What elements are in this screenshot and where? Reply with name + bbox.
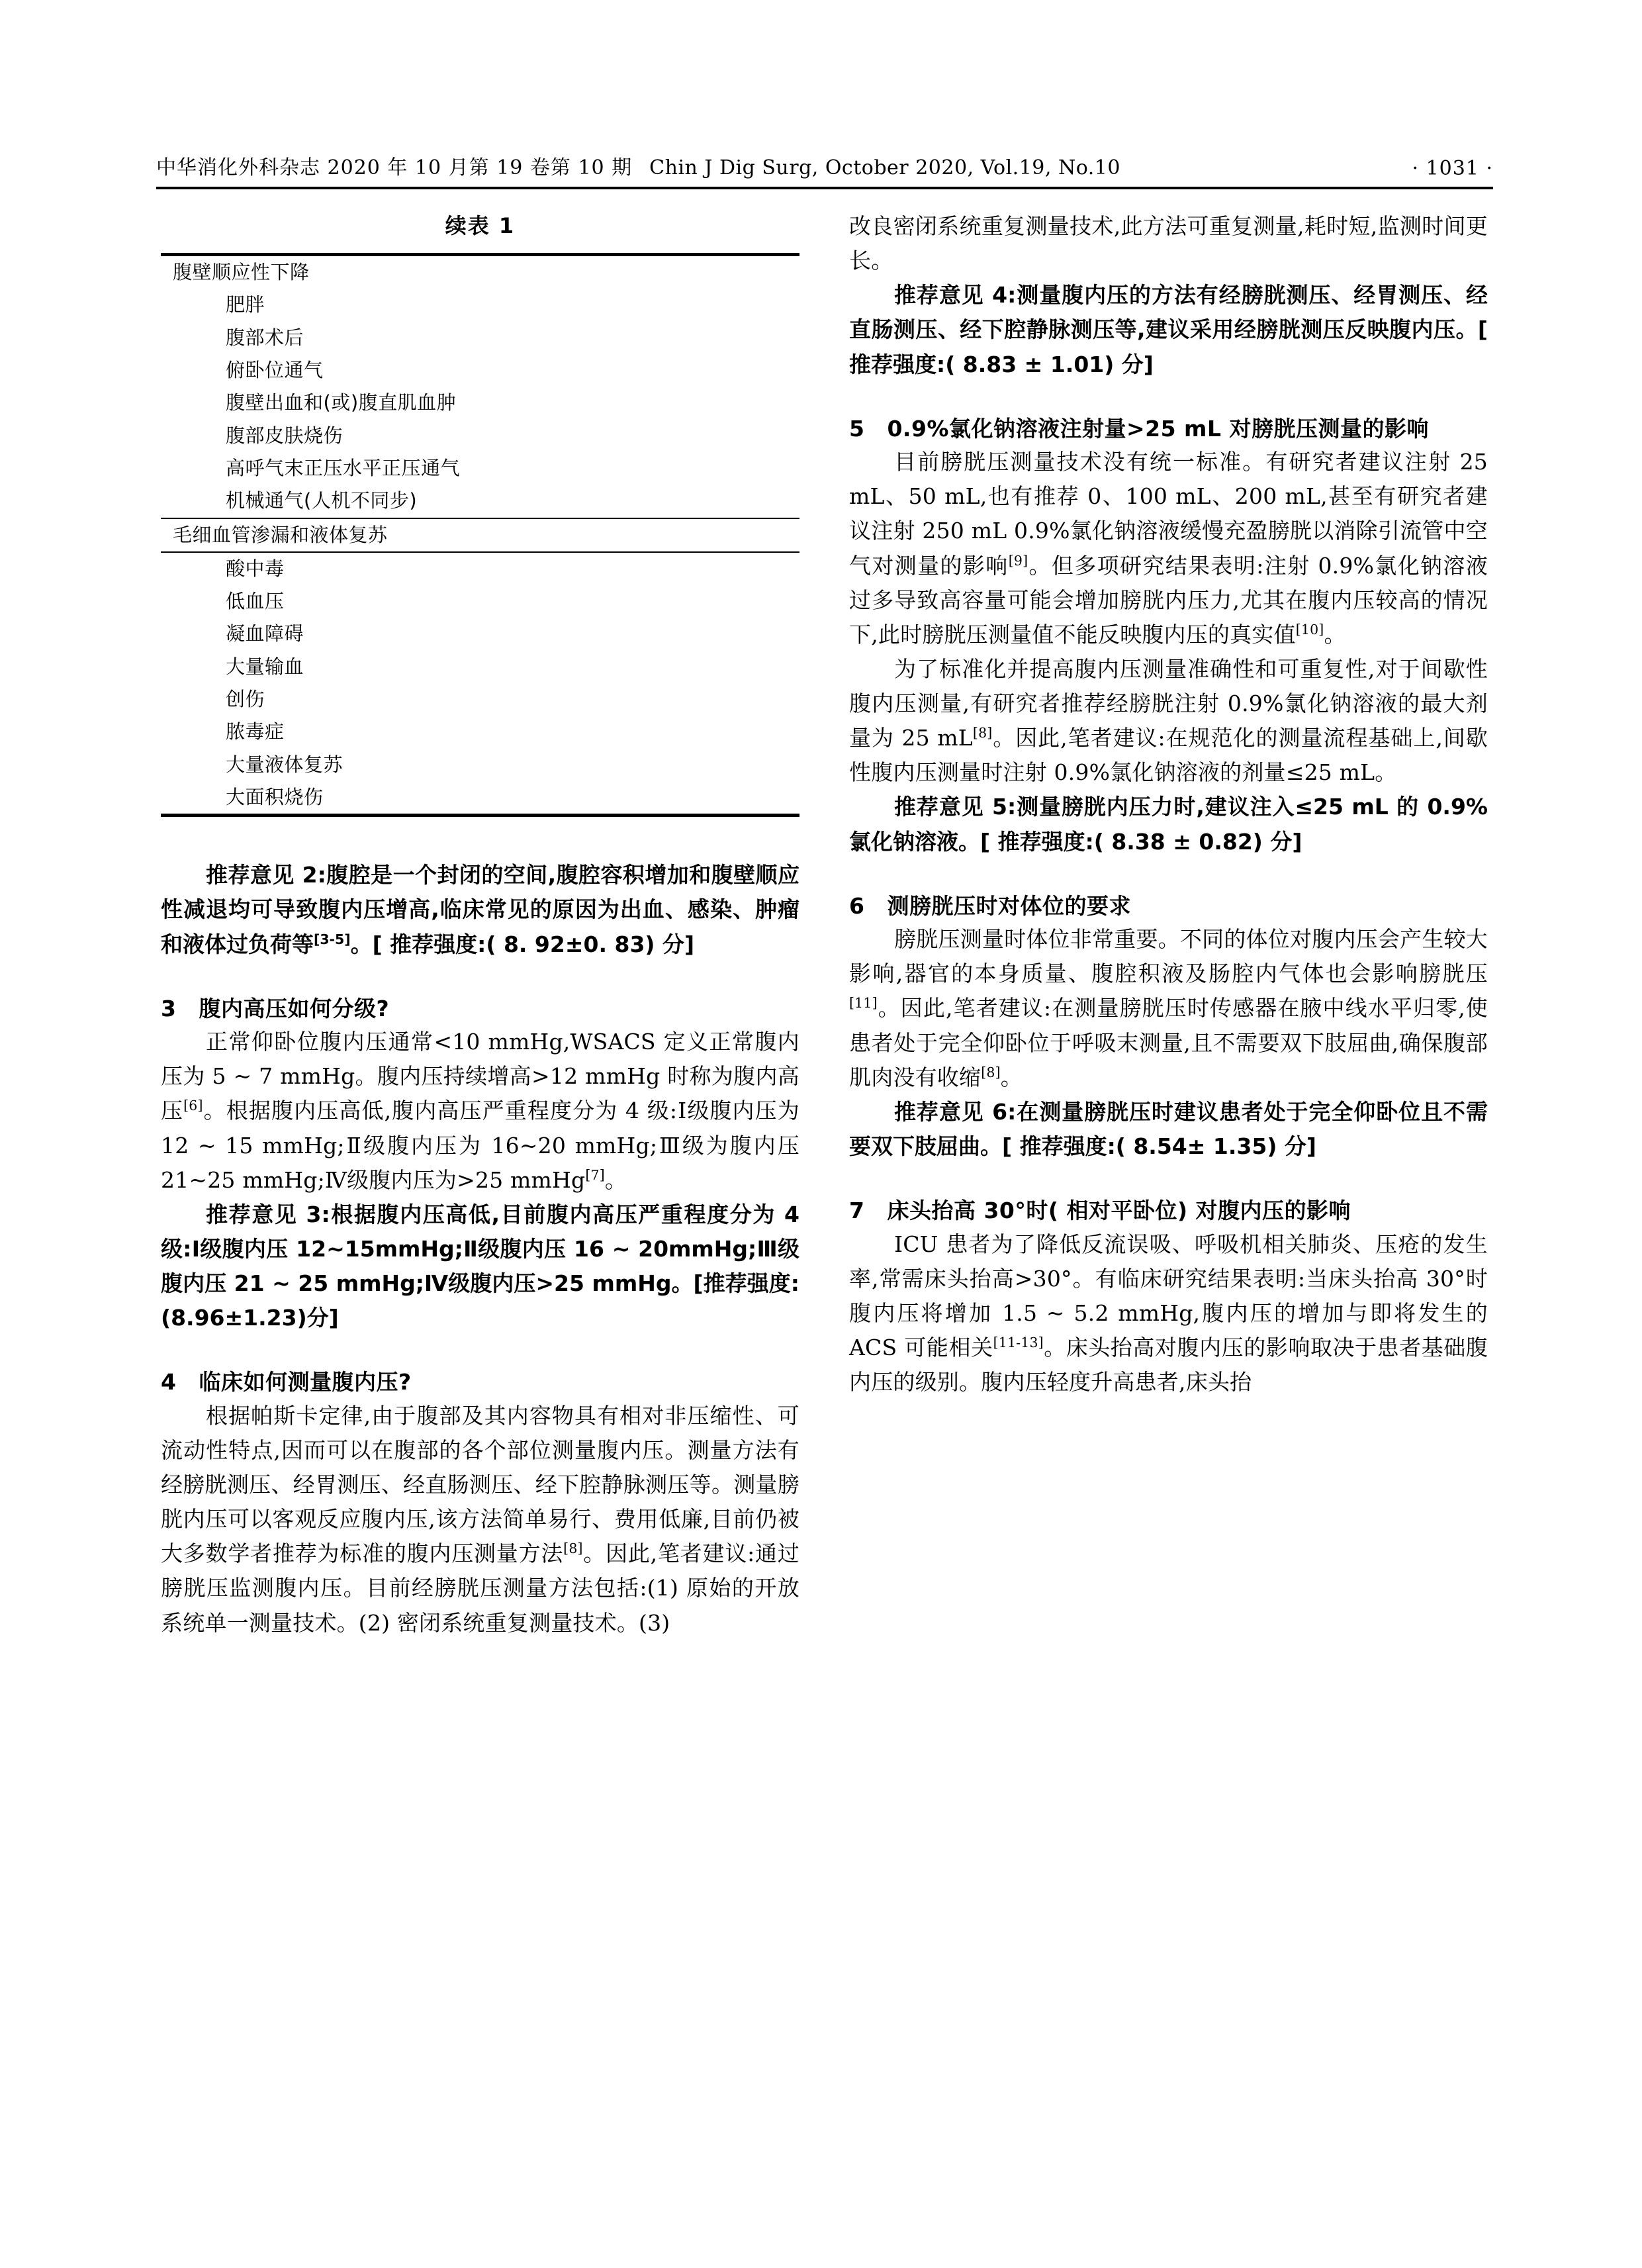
section-3-body-1: 正常仰卧位腹内压通常<10 mmHg,WSACS 定义正常腹内压为 5 ~ 7 mmHg。腹内压持续增高>12 mmHg 时称为腹内高压: [161, 1029, 799, 1124]
table-item: 高呼气末正压水平正压通气: [226, 456, 461, 479]
table-row: [161, 452, 799, 485]
section-3-title: 腹内高压如何分级?: [199, 995, 390, 1021]
table-row: [161, 552, 799, 585]
section-4-body-1: 根据帕斯卡定律,由于腹部及其内容物具有相对非压缩性、可流动性特点,因而可以在腹部的各个部位测量腹内压。测量方法有经膀胱测压、经胃测压、经直肠测压、经下腔静脉测压等。测量膀胱内压可以客观反应腹内压,该方法简单易行、费用低廉,目前仍被大多数学者推荐为标准的腹内压测量方法: [161, 1402, 799, 1567]
table-item: 创伤: [226, 688, 265, 711]
section-5-body-1: 目前膀胱压测量技术没有统一标准。有研究者建议注射 25 mL、50 mL,也有推荐 0、100 mL、200 mL,甚至有研究者建议注射 250 mL 0.9%氯化钠溶液缓慢充盈膀胱以消除引流管中空气对测量的影响: [849, 449, 1488, 579]
section-5-body-3: 。: [1324, 621, 1346, 647]
section-6-body-2: 。因此,笔者建议:在测量膀胱压时传感器在腋中线水平归零,使患者处于完全仰卧位于呼吸末测量,且不需要双下肢屈曲,确保腹部肌肉没有收缩: [849, 995, 1488, 1090]
table-item: 凝血障碍: [226, 622, 304, 645]
recommendation-5: 推荐意见 5:测量膀胱内压力时,建议注入≤25 mL 的 0.9%氯化钠溶液。[ 推荐强度:( 8.38 ± 0.82) 分]: [849, 794, 1488, 855]
section-5-number: 5: [849, 415, 865, 442]
table-row: [161, 387, 799, 419]
section-5-body-first: [849, 445, 1488, 652]
right-column: [849, 209, 1488, 1399]
section-6-body-3: 。: [1000, 1064, 1023, 1090]
journal-title-zh: 中华消化外科杂志 2020 年 10 月第 19 卷第 10 期: [156, 156, 633, 179]
running-head: [156, 140, 1493, 189]
recommendation-2-text: 推荐意见 2:腹腔是一个封闭的空间,腹腔容积增加和腹壁顺应性减退均可导致腹内压增高,临床常见的原因为出血、感染、肿瘤和液体过负荷等: [161, 862, 799, 957]
section-7-body-1: ICU 患者为了降低反流误吸、呼吸机相关肺炎、压疮的发生率,常需床头抬高>30°。有临床研究结果表明:当床头抬高 30°时腹内压将增加 1.5 ~ 5.2 mmHg,腹内压的增加与即将发生的 ACS 可能相关: [849, 1231, 1488, 1360]
section-6-heading: [849, 890, 1488, 923]
reference-marker: [8]: [563, 1540, 583, 1557]
table-item: 大面积烧伤: [226, 786, 324, 808]
table-item: 机械通气(人机不同步): [226, 489, 418, 512]
reference-marker: [3-5]: [314, 931, 351, 947]
section-5-title: 0.9%氯化钠溶液注射量>25 mL 对膀胱压测量的影响: [887, 415, 1429, 442]
table-row: [161, 322, 799, 354]
section-3-body-2: 。根据腹内压高低,腹内高压严重程度分为 4 级:Ⅰ级腹内压为 12 ~ 15 mmHg;Ⅱ级腹内压为 16~20 mmHg;Ⅲ级为腹内压 21~25 mmHg;Ⅳ级腹内压为>25 mmHg: [161, 1098, 799, 1193]
reference-marker: [8]: [981, 1064, 1001, 1080]
table-group-name: 毛细血管渗漏和液体复苏: [173, 523, 388, 546]
section-7-title: 床头抬高 30°时( 相对平卧位) 对腹内压的影响: [887, 1198, 1351, 1223]
table-row: [161, 683, 799, 716]
reference-marker: [6]: [183, 1098, 203, 1114]
continued-paragraph: 改良密闭系统重复测量技术,此方法可重复测量,耗时短,监测时间更长。: [849, 213, 1488, 274]
reference-marker: [8]: [972, 725, 993, 741]
recommendation-6: 推荐意见 6:在测量膀胱压时建议患者处于完全仰卧位且不需要双下肢屈曲。[ 推荐强度:( 8.54± 1.35) 分]: [849, 1098, 1488, 1159]
table-row: [161, 420, 799, 452]
section-7-number: 7: [849, 1198, 865, 1223]
table-group-name: 腹壁顺应性下降: [173, 261, 310, 283]
section-3-heading: [161, 992, 799, 1025]
table-row: [161, 585, 799, 618]
table-row: [161, 651, 799, 683]
section-6-title: 测膀胱压时对体位的要求: [887, 892, 1131, 919]
section-4-heading: [161, 1366, 799, 1399]
section-7-body-2: 。床头抬高对腹内压的影响取决于患者基础腹内压的级别。腹内压轻度升高患者,床头抬: [849, 1334, 1488, 1395]
section-4-title: 临床如何测量腹内压?: [199, 1369, 412, 1395]
section-3-body: [161, 1025, 799, 1198]
table-item: 肥胖: [226, 293, 265, 316]
table-item: 低血压: [226, 590, 285, 613]
section-4-body-2: 。因此,笔者建议:通过膀胱压监测腹内压。目前经膀胱压测量方法包括:(1) 原始的开放系统单一测量技术。(2) 密闭系统重复测量技术。(3): [161, 1540, 799, 1636]
section-5-body-2: 。但多项研究结果表明:注射 0.9%氯化钠溶液过多导致高容量可能会增加膀胱内压力,尤其在腹内压较高的情况下,此时膀胱压测量值不能反映腹内压的真实值: [849, 552, 1488, 647]
running-head-left: [156, 151, 1120, 180]
table-row: [161, 716, 799, 748]
section-3-body-3: 。: [604, 1166, 627, 1193]
section-6-body-1: 膀胱压测量时体位非常重要。不同的体位对腹内压会产生较大影响,器官的本身质量、腹腔积液及肠腔内气体也会影响膀胱压: [849, 926, 1488, 987]
table-item: 腹部皮肤烧伤: [226, 424, 343, 447]
section-7-body: [849, 1227, 1488, 1400]
journal-title-en: Chin J Dig Surg, October 2020, Vol.19, No.10: [649, 156, 1120, 179]
table-item: 酸中毒: [226, 557, 285, 580]
recommendation-2-score: 。[ 推荐强度:( 8. 92±0. 83) 分]: [350, 931, 695, 957]
table-row: [161, 485, 799, 518]
table-row: [161, 289, 799, 321]
table-row: [161, 618, 799, 650]
table-item: 腹部术后: [226, 326, 304, 349]
page-number: · 1031 ·: [1412, 157, 1493, 180]
section-7-heading: [849, 1194, 1488, 1227]
reference-marker: [10]: [1295, 621, 1324, 638]
table-item: 大量输血: [226, 655, 304, 678]
table-item: 腹壁出血和(或)腹直肌血肿: [226, 391, 457, 414]
table-item: 大量液体复苏: [226, 753, 343, 776]
reference-marker: [9]: [1008, 552, 1028, 569]
table-item: 脓毒症: [226, 720, 285, 743]
table-row: [161, 781, 799, 816]
reference-marker: [11]: [849, 995, 878, 1012]
left-column: [161, 209, 799, 1640]
section-5-body-4: 为了标准化并提高腹内压测量准确性和可重复性,对于间歇性腹内压测量,有研究者推荐经膀胱注射 0.9%氯化钠溶液的最大剂量为 25 mL: [849, 655, 1488, 751]
table-item: 俯卧位通气: [226, 358, 324, 381]
section-5-body-5: 。因此,笔者建议:在规范化的测量流程基础上,间歇性腹内压测量时注射 0.9%氯化钠溶液的剂量≤25 mL。: [849, 725, 1488, 786]
section-6-number: 6: [849, 892, 865, 919]
section-4-number: 4: [161, 1369, 177, 1395]
section-4-body: [161, 1399, 799, 1640]
recommendation-3: 推荐意见 3:根据腹内压高低,目前腹内高压严重程度分为 4 级:Ⅰ级腹内压 12~15mmHg;Ⅱ级腹内压 16 ~ 20mmHg;Ⅲ级腹内压 21 ~ 25 mmHg;Ⅳ级腹内压>25 mmHg。[推荐强度:(8.96±1.23)分]: [161, 1201, 799, 1331]
recommendation-2: [161, 858, 799, 961]
section-6-body: [849, 922, 1488, 1095]
table-row: [161, 354, 799, 387]
recommendation-4: 推荐意见 4:测量腹内压的方法有经膀胱测压、经胃测压、经直肠测压、经下腔静脉测压等,建议采用经膀胱测压反映腹内压。[ 推荐强度:( 8.83 ± 1.01) 分]: [849, 282, 1488, 377]
table-row: [161, 255, 799, 289]
reference-marker: [7]: [585, 1166, 605, 1183]
reference-marker: [11-13]: [993, 1334, 1044, 1350]
continued-table-1: [161, 253, 799, 817]
section-5-body-second: [849, 652, 1488, 790]
table-row: [161, 749, 799, 781]
table-title: 续表 1: [445, 213, 516, 238]
section-3-number: 3: [161, 995, 177, 1021]
table-row: [161, 518, 799, 552]
section-5-heading: [849, 412, 1488, 446]
